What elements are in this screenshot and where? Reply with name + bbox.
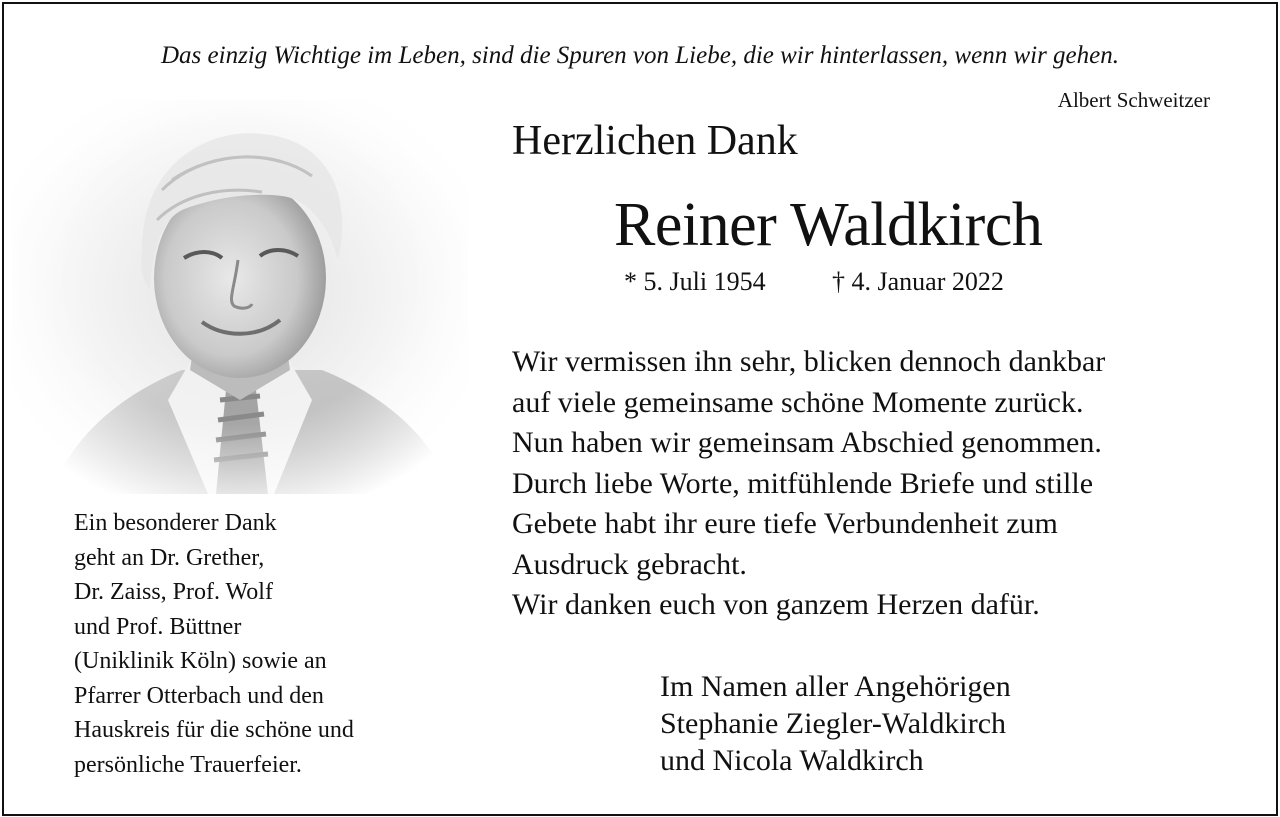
thanks-line: und Prof. Büttner: [74, 613, 242, 640]
signature-line: Stephanie Ziegler-Waldkirch: [660, 707, 1007, 740]
deceased-name: Reiner Waldkirch: [614, 191, 1043, 259]
message-line: Durch liebe Worte, mitfühlende Briefe und stille: [512, 466, 1094, 500]
birth-date: * 5. Juli 1954: [624, 267, 766, 296]
thanks-line: geht an Dr. Grether,: [74, 544, 265, 571]
quote-author: Albert Schweitzer: [1057, 88, 1210, 112]
thanks-line: persönliche Trauerfeier.: [74, 751, 302, 778]
thanks-line: Pfarrer Otterbach und den: [74, 682, 324, 709]
signature-block: [660, 668, 1011, 779]
thanks-line: Hauskreis für die schöne und: [74, 717, 354, 743]
heading-thanks: Herzlichen Dank: [512, 118, 798, 164]
message-line: Ausdruck gebracht.: [512, 547, 747, 581]
message-line: Wir vermissen ihn sehr, blicken dennoch dankbar: [512, 345, 1106, 378]
message-line: Nun haben wir gemeinsam Abschied genommen.: [512, 426, 1102, 459]
obituary-frame: [2, 2, 1278, 816]
death-date: † 4. Januar 2022: [832, 267, 1004, 296]
signature-line: und Nicola Waldkirch: [660, 744, 924, 777]
message-line: auf viele gemeinsame schöne Momente zurück.: [512, 385, 1084, 419]
message-line: Gebete habt ihr eure tiefe Verbundenheit zum: [512, 507, 1058, 540]
thanks-line: (Uniklinik Köln) sowie an: [74, 648, 327, 674]
special-thanks: [74, 506, 354, 782]
signature-line: Im Namen aller Angehörigen: [660, 670, 1011, 703]
thanks-line: Dr. Zaiss, Prof. Wolf: [74, 579, 273, 605]
portrait-photo: [12, 100, 468, 494]
thanks-line: Ein besonderer Dank: [74, 510, 277, 536]
message-text: [512, 342, 1105, 626]
message-line: Wir danken euch von ganzem Herzen dafür.: [512, 588, 1040, 621]
quote-text: Das einzig Wichtige im Leben, sind die Spuren von Liebe, die wir hinterlassen, wenn wir gehen.: [161, 42, 1119, 69]
